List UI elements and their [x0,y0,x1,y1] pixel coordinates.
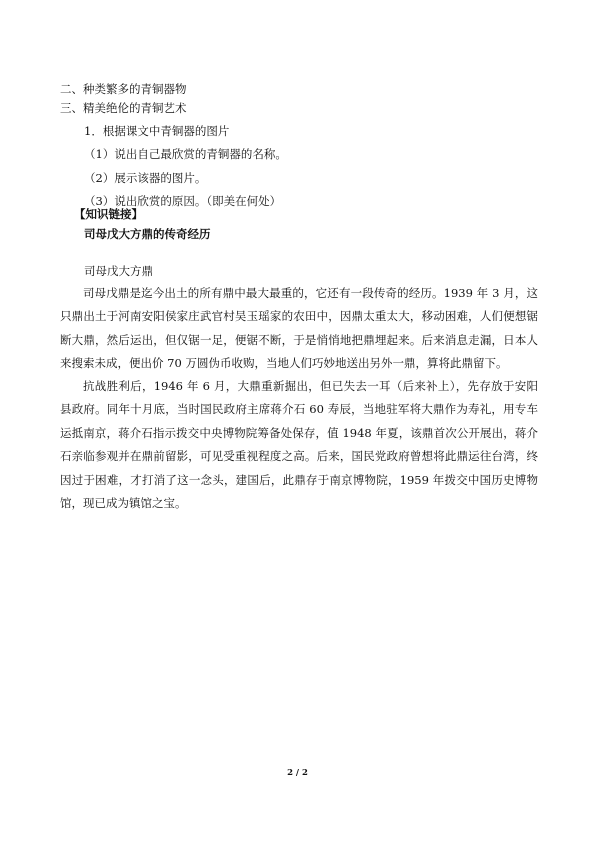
article-title: 司母戊大方鼎的传奇经历 [84,227,211,241]
article-paragraph-1: 司母戊鼎是迄今出土的所有鼎中最大最重的，它还有一段传奇的经历。1939 年 3 月，这只鼎出土于河南安阳侯家庄武官村吴玉瑶家的农田中，因鼎太重太大，移动困难，人们便想锯断大鼎，然后运出，但仅锯一足，便锯不断，于是悄悄地把鼎埋起来。后来消息走漏，日本人来搜索未成，便出价 70 万圆伪币收购，当地人们巧妙地送出另外一鼎，算将此鼎留下。 [60,286,538,371]
section-heading-2: 二、种类繁多的青铜器物 [60,82,187,96]
section-heading-3: 三、精美绝伦的青铜艺术 [60,101,187,115]
task-item-1: 1．根据课文中青铜器的图片 [84,124,230,138]
page-number: 2 / 2 [287,768,308,778]
task-subitem-2: （2）展示该器的图片。 [84,171,207,185]
knowledge-link-heading: 【知识链接】 [74,207,143,221]
article-subtitle: 司母戊大方鼎 [84,264,153,278]
article-paragraph-2: 抗战胜利后，1946 年 6 月，大鼎重新掘出，但已失去一耳（后来补上），先存放于安阳县政府。同年十月底，当时国民政府主席蒋介石 60 寿辰，当地驻军将大鼎作为寿礼，用专车运抵南京，蒋介石指示拨交中央博物院筹备处保存，值 1948 年夏，该鼎首次公开展出，蒋介石亲临参观并在鼎前留影，可见受重视程度之高。后来，国民党政府曾想将此鼎运往台湾，终因过于困难，才打消了这一念头，建国后，此鼎存于南京博物院，1959 年拨交中国历史博物馆，现已成为镇馆之宝。 [60,379,538,511]
task-subitem-1: （1）说出自己最欣赏的青铜器的名称。 [84,147,287,161]
task-subitem-3: （3）说出欣赏的原因。（即美在何处） [84,194,282,208]
